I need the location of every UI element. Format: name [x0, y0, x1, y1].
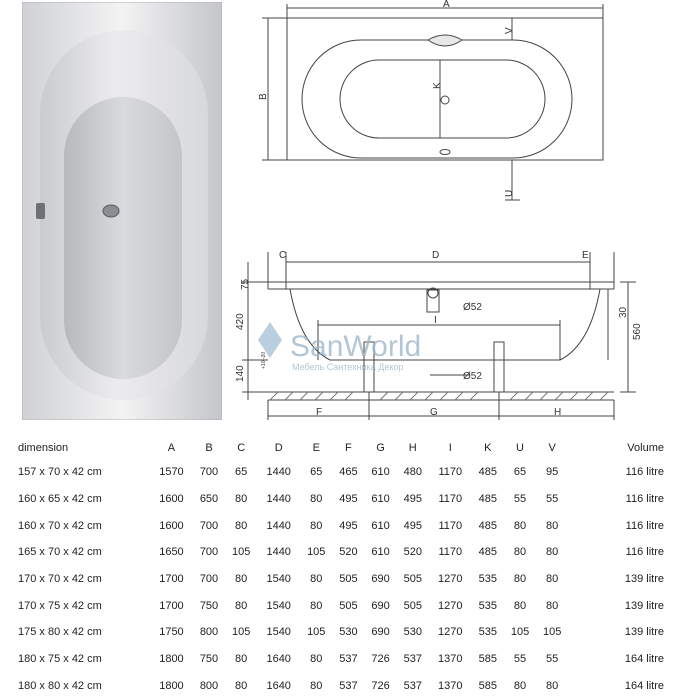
- table-cell: 80: [235, 599, 248, 612]
- row-volume: 116 litre: [625, 519, 664, 532]
- dim-label-140-tolerance: +10 -20: [261, 351, 267, 369]
- table-cell: 465: [339, 466, 358, 479]
- dimensions-table: [0, 437, 700, 699]
- table-cell: 1540: [266, 626, 291, 639]
- table-cell: 1540: [266, 599, 291, 612]
- table-cell: 690: [371, 573, 390, 586]
- watermark: [258, 322, 421, 372]
- header-volume: Volume: [627, 442, 664, 454]
- table-cell: 105: [231, 626, 251, 639]
- table-cell: 105: [307, 626, 326, 639]
- table-cell: 1700: [159, 599, 184, 612]
- table-cell: 700: [199, 546, 219, 559]
- table-cell: 1800: [159, 679, 184, 692]
- table-cell: 55: [513, 493, 527, 506]
- table-cell: 750: [199, 653, 219, 666]
- table-cell: 485: [478, 519, 498, 532]
- dim-label-f: F: [316, 407, 323, 418]
- table-cell: 1440: [266, 466, 291, 479]
- table-cell: 55: [546, 493, 559, 506]
- dim-label-i: I: [434, 315, 437, 326]
- row-dimension: 157 x 70 x 42 cm: [18, 466, 102, 479]
- table-cell: 537: [339, 679, 358, 692]
- dim-label-k: K: [432, 82, 443, 89]
- table-cell: 80: [513, 599, 527, 612]
- dim-label-dia-bottom: Ø52: [463, 371, 482, 382]
- table-cell: 610: [371, 546, 390, 559]
- table-cell: 535: [478, 626, 498, 639]
- table-cell: 750: [199, 599, 219, 612]
- table-cell: 1370: [438, 653, 463, 666]
- table-cell: 1650: [159, 546, 184, 559]
- table-cell: 80: [546, 519, 559, 532]
- dim-label-a: A: [443, 0, 450, 10]
- table-cell: 80: [310, 493, 323, 506]
- table-row: [0, 592, 700, 619]
- table-row: [0, 459, 700, 486]
- table-cell: 80: [235, 573, 248, 586]
- dim-label-u: U: [504, 189, 515, 197]
- table-cell: 700: [199, 573, 219, 586]
- table-cell: 1750: [159, 626, 184, 639]
- row-dimension: 160 x 65 x 42 cm: [18, 493, 102, 506]
- table-cell: 535: [478, 599, 498, 612]
- dim-label-140: 140: [235, 365, 246, 382]
- header-f: F: [345, 442, 352, 454]
- table-cell: 80: [546, 679, 559, 692]
- table-cell: 800: [199, 626, 219, 639]
- row-dimension: 170 x 75 x 42 cm: [18, 599, 102, 612]
- table-cell: 535: [478, 573, 498, 586]
- row-volume: 139 litre: [624, 573, 664, 586]
- table-cell: 650: [199, 493, 219, 506]
- table-cell: 80: [235, 493, 248, 506]
- header-a: A: [167, 442, 176, 454]
- dim-label-75: 75: [240, 278, 251, 290]
- table-cell: 1170: [438, 466, 463, 479]
- table-cell: 1800: [159, 653, 184, 666]
- table-cell: 105: [231, 546, 251, 559]
- table-cell: 495: [403, 519, 422, 532]
- table-cell: 80: [235, 679, 248, 692]
- header-v: V: [548, 442, 556, 454]
- table-cell: 1270: [438, 573, 463, 586]
- table-cell: 105: [307, 546, 326, 559]
- watermark-tagline: Мебель Сантехника Декор: [292, 362, 404, 372]
- table-cell: 1170: [438, 546, 463, 559]
- table-cell: 505: [403, 599, 422, 612]
- table-row: [0, 512, 700, 539]
- table-cell: 80: [310, 599, 323, 612]
- watermark-brand: SanWorld: [290, 330, 422, 363]
- table-cell: 65: [513, 466, 527, 479]
- row-volume: 139 litre: [624, 599, 664, 612]
- table-cell: 1640: [266, 679, 291, 692]
- table-cell: 537: [403, 653, 422, 666]
- table-cell: 530: [403, 626, 422, 639]
- table-cell: 80: [310, 519, 323, 532]
- table-cell: 505: [339, 599, 358, 612]
- table-cell: 55: [513, 653, 527, 666]
- table-cell: 585: [478, 653, 498, 666]
- floor-hatch: [270, 392, 608, 400]
- table-cell: 80: [310, 679, 323, 692]
- table-cell: 610: [371, 466, 390, 479]
- table-cell: 80: [513, 573, 527, 586]
- dim-label-g: G: [430, 407, 438, 418]
- table-cell: 80: [546, 546, 559, 559]
- row-dimension: 165 x 70 x 42 cm: [18, 546, 102, 559]
- table-cell: 700: [199, 519, 219, 532]
- drain-pipe: [427, 290, 439, 312]
- header-h: H: [408, 442, 417, 454]
- table-cell: 95: [546, 466, 559, 479]
- table-cell: 80: [310, 653, 323, 666]
- header-b: B: [205, 442, 213, 454]
- table-body: [0, 459, 700, 699]
- table-cell: 480: [403, 466, 422, 479]
- row-volume: 139 litre: [624, 626, 664, 639]
- table-cell: 800: [199, 679, 219, 692]
- table-cell: 65: [235, 466, 248, 479]
- table-cell: 610: [371, 519, 390, 532]
- dim-label-c: C: [279, 250, 287, 261]
- table-cell: 520: [339, 546, 358, 559]
- table-cell: 1170: [438, 493, 463, 506]
- table-cell: 80: [235, 653, 248, 666]
- dim-label-v: V: [504, 27, 515, 34]
- table-cell: 1570: [159, 466, 184, 479]
- table-cell: 80: [513, 679, 527, 692]
- row-volume: 116 litre: [625, 546, 664, 559]
- table-cell: 485: [478, 493, 498, 506]
- table-cell: 80: [310, 573, 323, 586]
- table-cell: 1640: [266, 653, 291, 666]
- table-row: [0, 646, 700, 673]
- leg-right: [494, 342, 504, 392]
- table-cell: 105: [543, 626, 562, 639]
- top-view-basin: [302, 40, 572, 158]
- table-cell: 505: [339, 573, 358, 586]
- dim-label-30: 30: [618, 306, 629, 318]
- table-cell: 80: [546, 599, 559, 612]
- table-cell: 610: [371, 493, 390, 506]
- table-cell: 1600: [159, 493, 184, 506]
- table-cell: 55: [546, 653, 559, 666]
- dim-label-420: 420: [235, 313, 246, 330]
- row-volume: 164 litre: [624, 679, 664, 692]
- table-cell: 65: [310, 466, 323, 479]
- table-row: [0, 539, 700, 566]
- table-cell: 1700: [159, 573, 184, 586]
- table-row: [0, 486, 700, 513]
- row-volume: 164 litre: [624, 653, 664, 666]
- table-cell: 690: [371, 599, 390, 612]
- row-dimension: 160 x 70 x 42 cm: [18, 519, 102, 532]
- table-cell: 1440: [266, 519, 291, 532]
- table-cell: 495: [403, 493, 422, 506]
- headrest-mark: [428, 35, 462, 46]
- table-cell: 585: [478, 679, 498, 692]
- table-cell: 1540: [266, 573, 291, 586]
- table-cell: 1600: [159, 519, 184, 532]
- table-cell: 1440: [266, 493, 291, 506]
- header-i: I: [448, 442, 452, 454]
- table-cell: 505: [403, 573, 422, 586]
- table-cell: 537: [403, 679, 422, 692]
- table-cell: 726: [371, 679, 390, 692]
- table-cell: 80: [513, 519, 527, 532]
- table-cell: 700: [199, 466, 219, 479]
- row-dimension: 170 x 70 x 42 cm: [18, 573, 102, 586]
- dim-label-b: B: [258, 93, 269, 100]
- table-cell: 105: [510, 626, 530, 639]
- table-cell: 537: [339, 653, 358, 666]
- header-dimension: dimension: [18, 442, 69, 454]
- table-cell: 1440: [266, 546, 291, 559]
- header-k: K: [484, 442, 492, 454]
- table-cell: 1370: [438, 679, 463, 692]
- overflow-mark: [440, 150, 450, 155]
- table-cell: 726: [371, 653, 390, 666]
- table-cell: 80: [546, 573, 559, 586]
- header-g: G: [376, 442, 385, 454]
- table-cell: 495: [339, 519, 358, 532]
- table-row: [0, 566, 700, 593]
- table-cell: 520: [403, 546, 422, 559]
- dim-label-dia-top: Ø52: [463, 302, 482, 313]
- table-cell: 1270: [438, 599, 463, 612]
- table-row: [0, 673, 700, 700]
- row-volume: 116 litre: [625, 466, 664, 479]
- dim-label-560: 560: [632, 323, 643, 340]
- table-cell: 530: [339, 626, 358, 639]
- dim-label-e: E: [582, 250, 589, 261]
- table-cell: 80: [513, 546, 527, 559]
- header-u: U: [516, 442, 524, 454]
- table-cell: 495: [339, 493, 358, 506]
- row-volume: 116 litre: [625, 493, 664, 506]
- table-cell: 485: [478, 466, 498, 479]
- table-cell: 485: [478, 546, 498, 559]
- table-header-row: [0, 437, 700, 459]
- header-c: C: [237, 442, 246, 454]
- row-dimension: 180 x 75 x 42 cm: [18, 653, 102, 666]
- row-dimension: 175 x 80 x 42 cm: [18, 626, 102, 639]
- table-cell: 690: [371, 626, 390, 639]
- dim-label-d: D: [432, 250, 440, 261]
- row-dimension: 180 x 80 x 42 cm: [18, 679, 102, 692]
- header-d: D: [274, 442, 283, 454]
- table-cell: 1170: [438, 519, 463, 532]
- table-cell: 80: [235, 519, 248, 532]
- top-view-floor: [340, 60, 545, 138]
- drain-mark: [441, 96, 449, 104]
- dim-label-h: H: [554, 407, 562, 418]
- table-row: [0, 619, 700, 646]
- table-cell: 1270: [438, 626, 463, 639]
- header-e: E: [312, 442, 320, 454]
